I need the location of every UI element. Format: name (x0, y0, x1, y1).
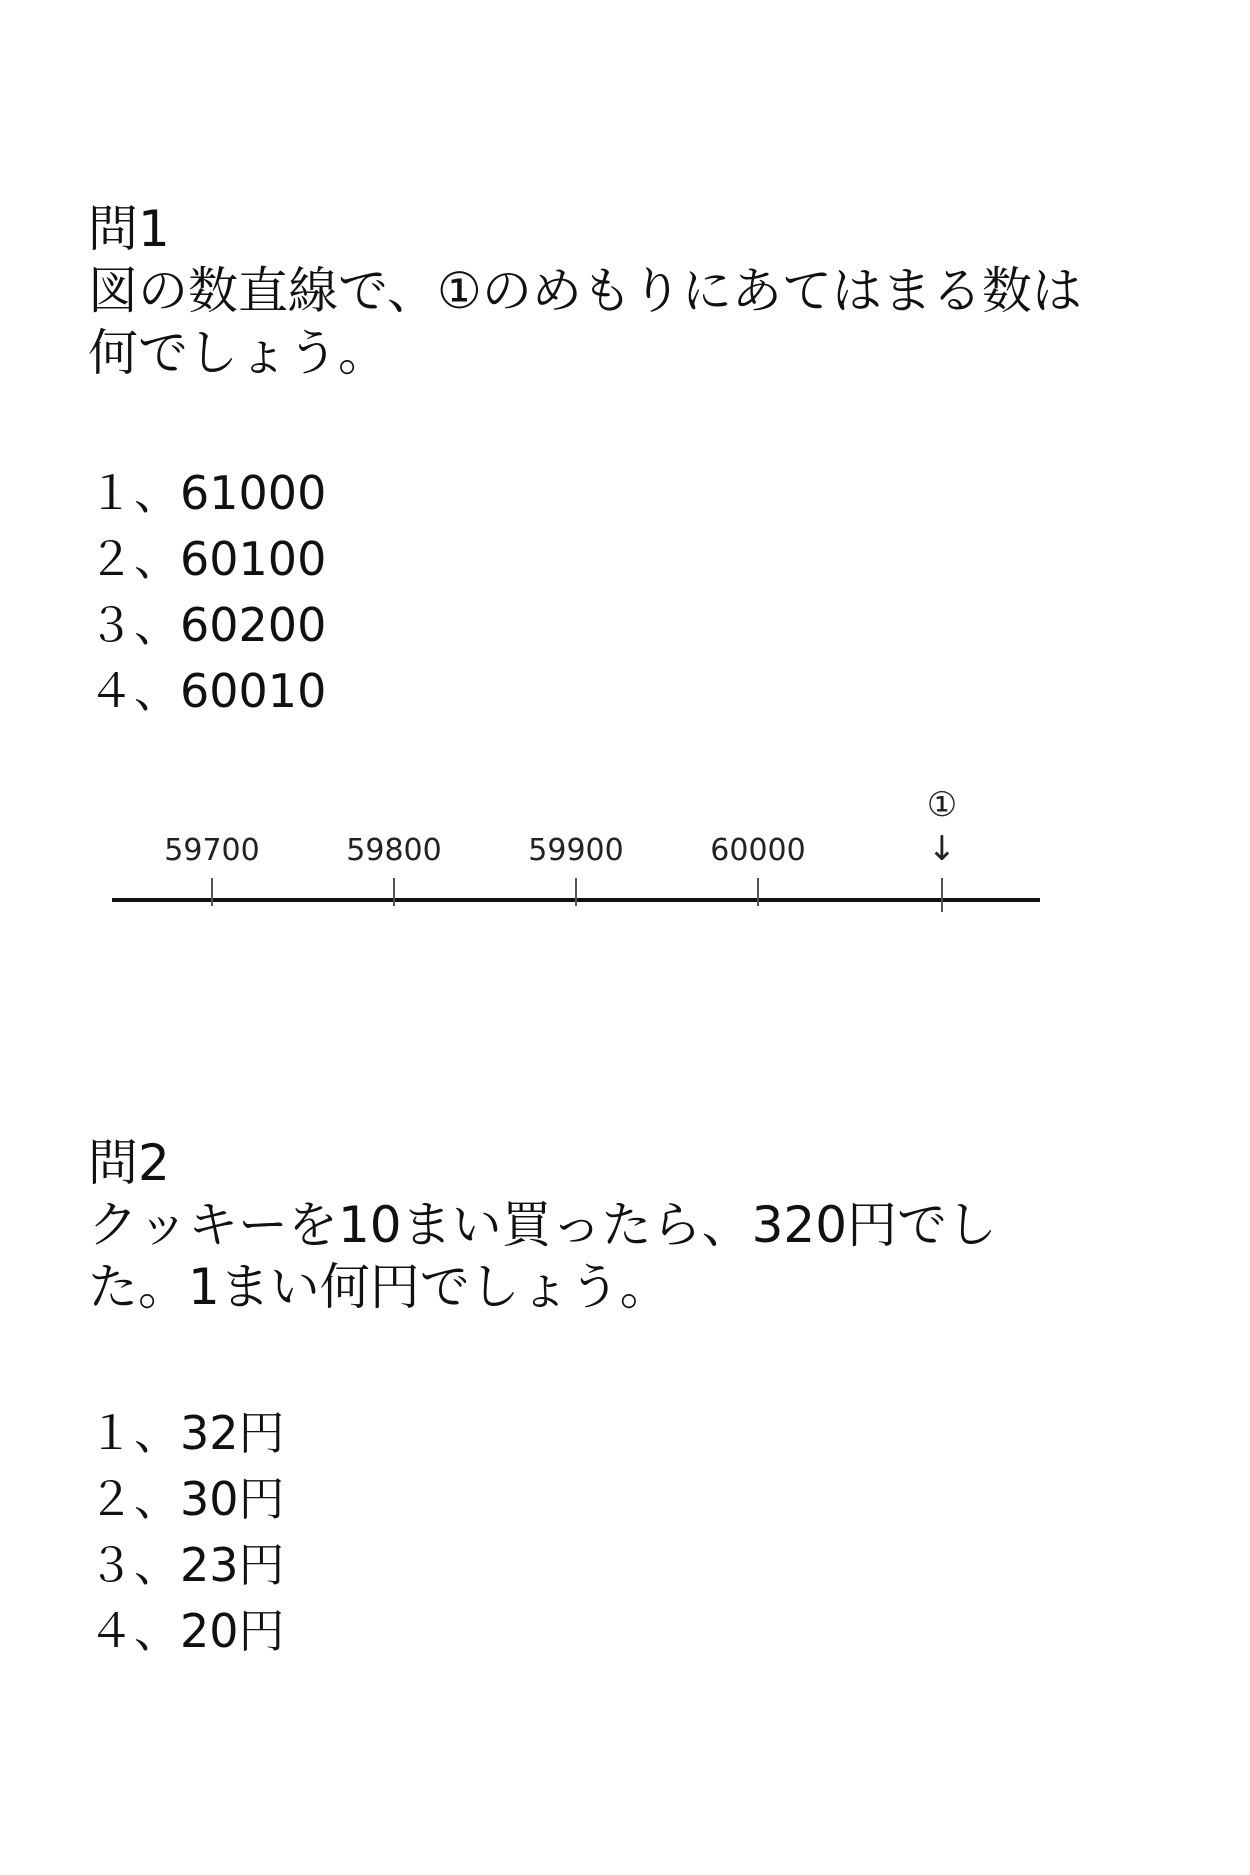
choice-value: 30円 (180, 1472, 285, 1526)
choice-separator: 、 (134, 466, 180, 520)
number-line-svg (100, 780, 1060, 960)
choice-number: ４ (88, 1604, 134, 1658)
choice-separator: 、 (134, 1604, 180, 1658)
tick-label: 59900 (528, 833, 624, 868)
choice-item[interactable] (88, 526, 326, 592)
choice-separator: 、 (134, 1472, 180, 1526)
choice-separator: 、 (134, 1406, 180, 1460)
down-arrow-icon: ↓ (927, 829, 957, 869)
number-line-figure (100, 780, 1060, 960)
choice-number: ２ (88, 532, 134, 586)
choice-value: 61000 (180, 466, 327, 520)
choice-number: ３ (88, 1538, 134, 1592)
choice-separator: 、 (134, 598, 180, 652)
choice-value: 60010 (180, 664, 327, 718)
choice-item[interactable] (88, 1400, 285, 1466)
choice-number: １ (88, 466, 134, 520)
choice-separator: 、 (134, 1538, 180, 1592)
question-2-text: クッキーを10まい買ったら、320円でした。1まい何円でしょう。 (88, 1196, 998, 1316)
choice-value: 20円 (180, 1604, 285, 1658)
tick-label: 59700 (164, 833, 260, 868)
choice-item[interactable] (88, 592, 326, 658)
choice-item[interactable] (88, 1598, 285, 1664)
choice-number: ２ (88, 1472, 134, 1526)
choice-item[interactable] (88, 460, 326, 526)
tick-label: 59800 (346, 833, 442, 868)
question-2-choices (88, 1400, 285, 1664)
question-1-choices (88, 460, 326, 724)
choice-separator: 、 (134, 532, 180, 586)
question-2 (88, 1132, 1088, 1658)
choice-value: 32円 (180, 1406, 285, 1460)
choice-number: １ (88, 1406, 134, 1460)
question-1-text: 図の数直線で、①のめもりにあてはまる数は何でしょう。 (88, 262, 1082, 382)
choice-item[interactable] (88, 1532, 285, 1598)
question-2-title: 問2 (88, 1134, 170, 1192)
choice-item[interactable] (88, 658, 326, 724)
choice-value: 60100 (180, 532, 327, 586)
choice-number: ３ (88, 598, 134, 652)
marker-label: ① (926, 785, 958, 825)
tick-label: 60000 (710, 833, 806, 868)
choice-value: 23円 (180, 1538, 285, 1592)
question-1-title: 問1 (88, 200, 170, 258)
choice-item[interactable] (88, 1466, 285, 1532)
question-1 (88, 198, 1088, 718)
choice-number: ４ (88, 664, 134, 718)
choice-separator: 、 (134, 664, 180, 718)
choice-value: 60200 (180, 598, 327, 652)
